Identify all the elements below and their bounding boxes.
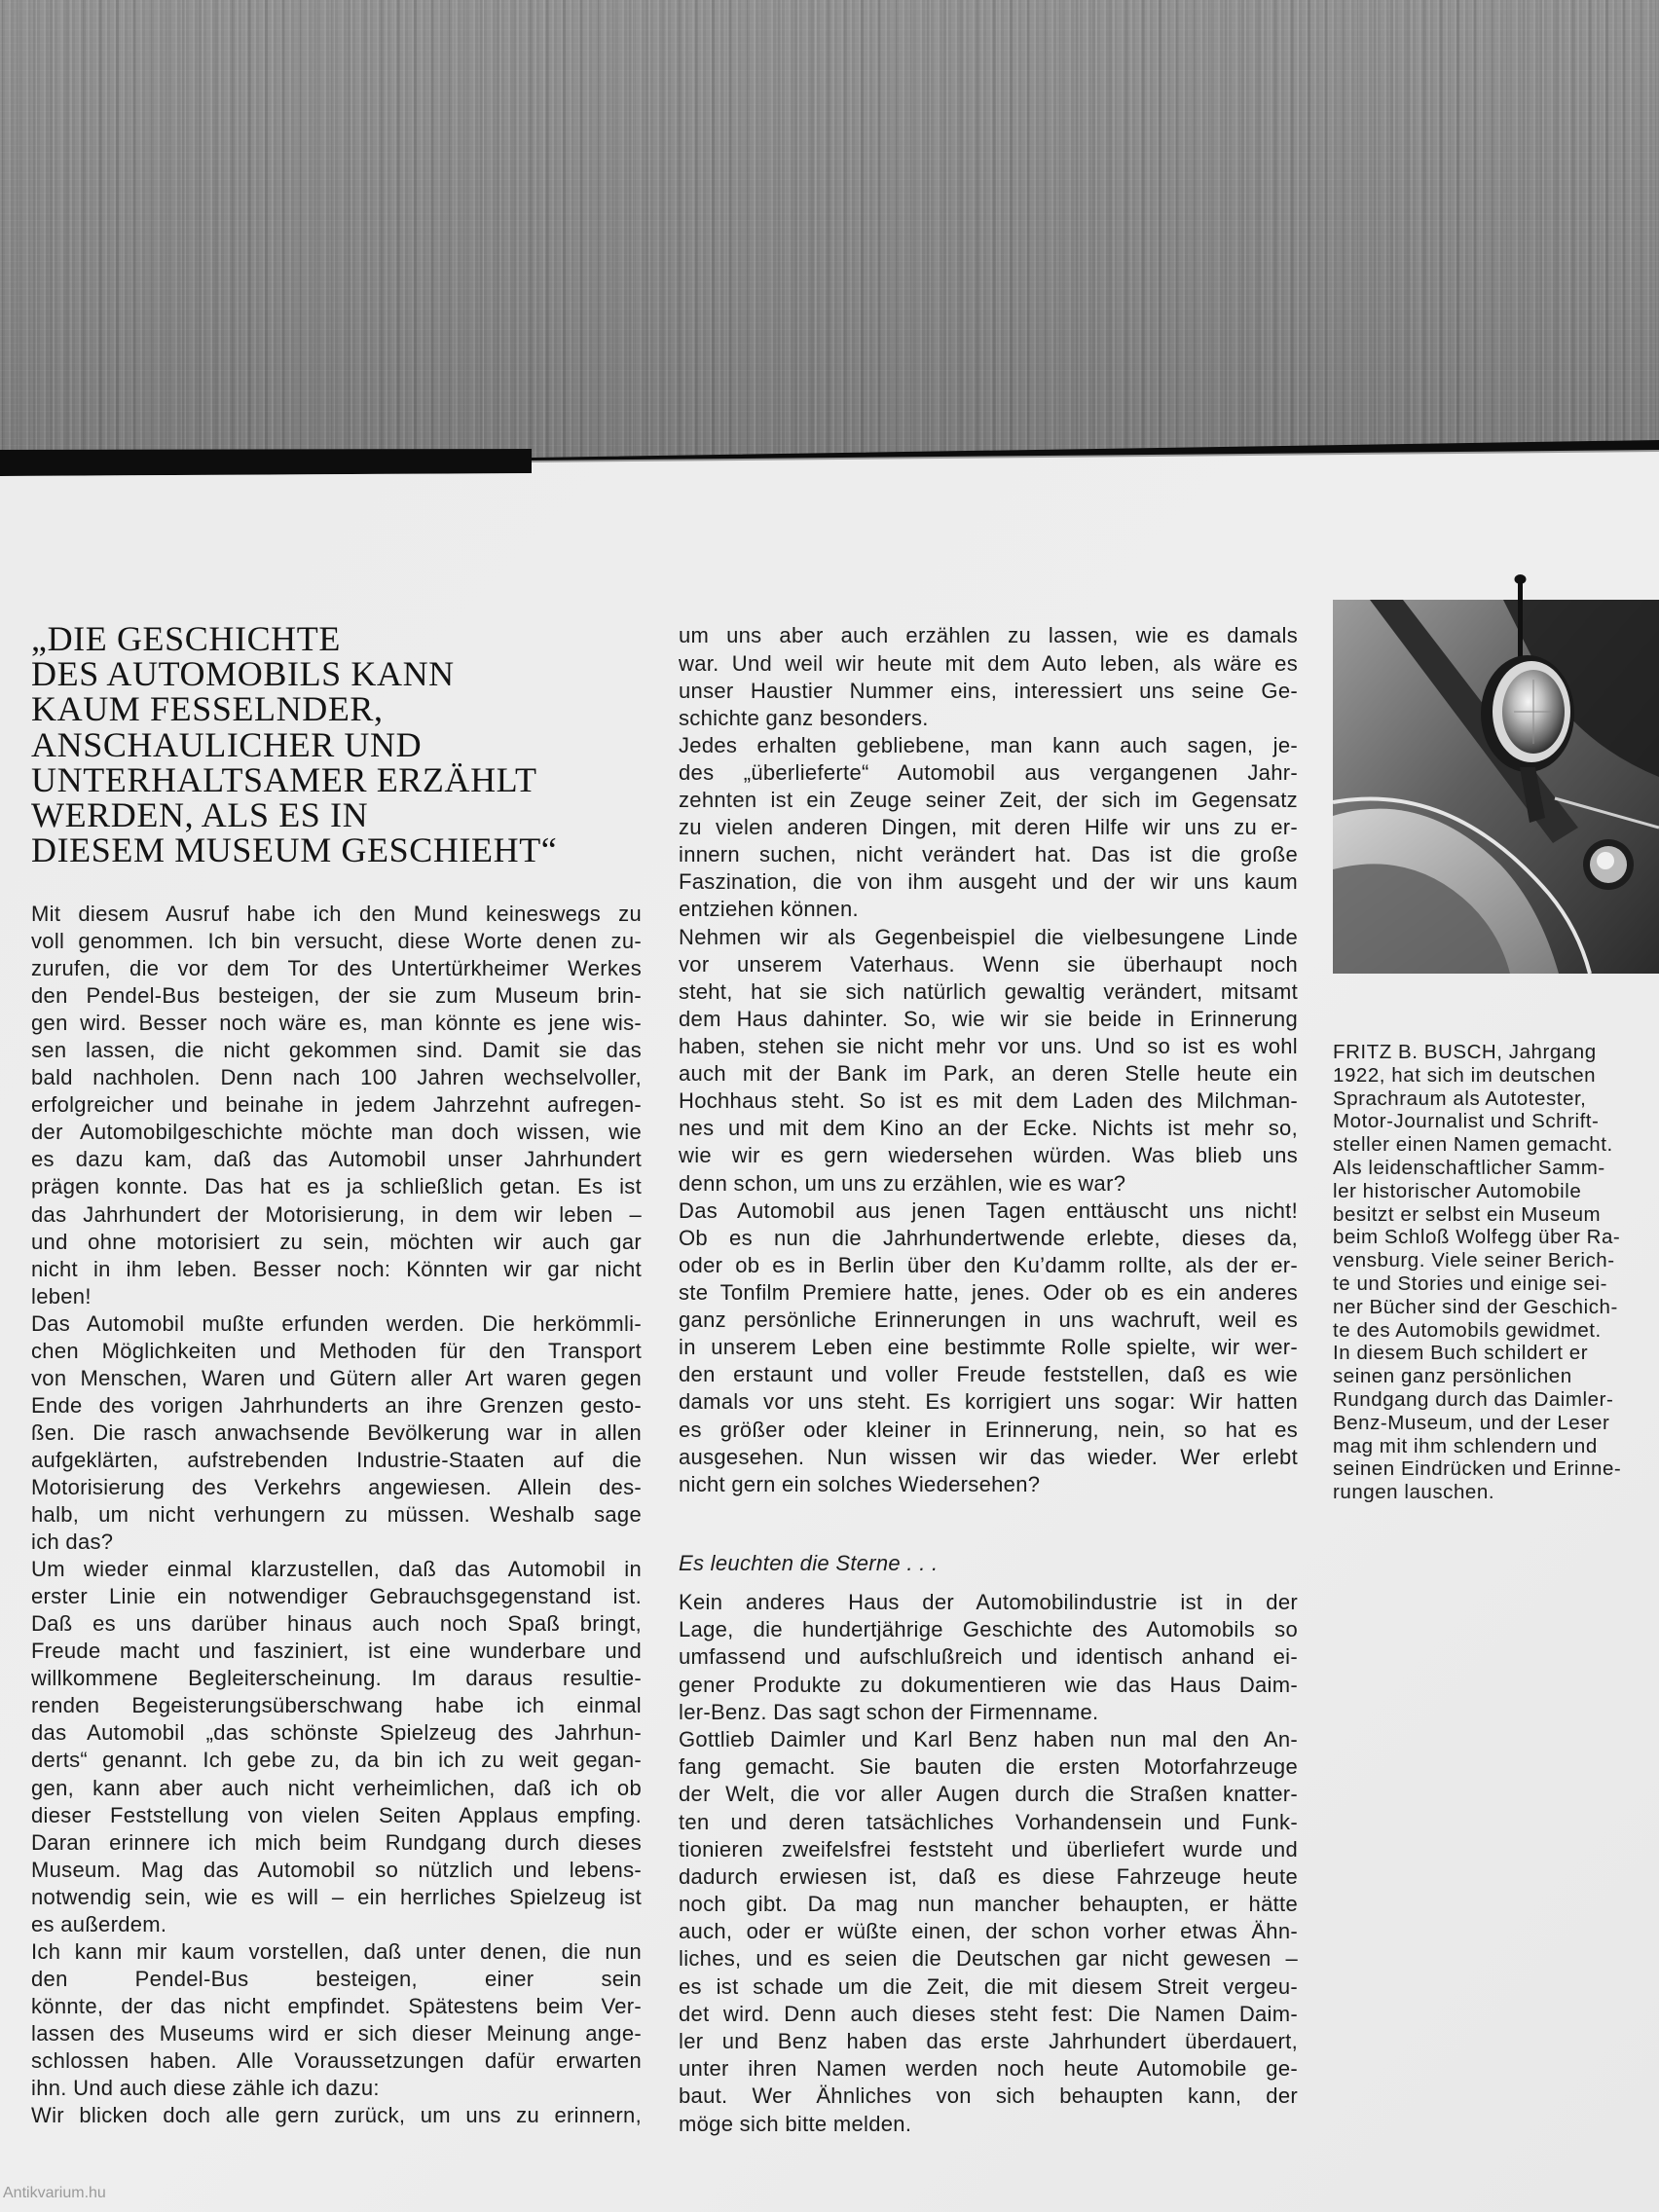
text-line: haben, stehen sie nicht mehr vor uns. Und so ist es wohl	[679, 1034, 1298, 1059]
text-line: ten und deren tatsächliches Vorhandensein und Funk-	[679, 1809, 1298, 1834]
text-line: könnte, der das nicht empfindet. Spätestens beim Ver-	[31, 1993, 642, 2018]
text-line: ßen. Die rasch anwachsende Bevölkerung war in allen	[31, 1419, 642, 1445]
caption-line: Rundgang durch das Daimler-	[1333, 1387, 1614, 1411]
text-line: renden Begeisterungsüberschwang habe ich einmal	[31, 1693, 642, 1718]
text-line: ler-Benz. Das sagt schon der Firmenname.	[679, 1699, 1099, 1724]
caption-line: steller einen Namen gemacht.	[1333, 1133, 1613, 1157]
text-line: auch, oder er wüßte einen, der schon vorher etwas Ähn-	[679, 1919, 1298, 1944]
section-title: Es leuchten die Sterne . . .	[679, 1550, 939, 1575]
text-line: Freude macht und fasziniert, ist eine wunderbare und	[31, 1639, 642, 1664]
text-line: sen lassen, die nicht gekommen sind. Damit sie das	[31, 1038, 642, 1063]
text-line: damals vor uns steht. Es korrigiert uns sogar: Wir hatten	[679, 1389, 1298, 1415]
text-line: innern suchen, nicht verändert hat. Das ist die große	[679, 842, 1298, 867]
text-line: umfassend und aufschlußreich und identisch anhand ei-	[679, 1644, 1298, 1670]
text-line: leben!	[31, 1283, 92, 1309]
text-line: chen Möglichkeiten und Methoden für den Transport	[31, 1338, 642, 1363]
text-line: es ist schade um die Zeit, die mit diesem Streit vergeu-	[679, 1973, 1298, 1999]
caption-line: rungen lauschen.	[1333, 1481, 1495, 1504]
text-line: schlossen haben. Alle Voraussetzungen dafür erwarten	[31, 2047, 642, 2073]
text-line: Ende des vorigen Jahrhunderts an ihre Grenzen gesto-	[31, 1392, 642, 1418]
caption-line: besitzt er selbst ein Museum	[1333, 1202, 1602, 1226]
headline-line: KAUM FESSELNDER,	[31, 689, 384, 729]
text-line: halb, um nicht verhungern zu müssen. Weshalb sage	[31, 1502, 642, 1528]
watermark: Antikvarium.hu	[3, 2185, 106, 2201]
text-line: noch gibt. Da mag nun mancher behaupten, er hätte	[679, 1892, 1298, 1917]
text-line: Mit diesem Ausruf habe ich den Mund keineswegs zu	[31, 902, 642, 926]
article-headline	[31, 619, 654, 870]
text-line: baut. Wer Ähnliches von sich behaupten kann, der	[679, 2083, 1298, 2109]
text-line: Ich kann mir kaum vorstellen, daß unter denen, die nun	[31, 1938, 642, 1964]
text-line: Kein anderes Haus der Automobilindustrie ist in der	[679, 1590, 1298, 1614]
text-line: um uns aber auch erzählen zu lassen, wie es damals	[679, 623, 1298, 648]
text-line: Das Automobil aus jenen Tagen enttäuscht uns nicht!	[679, 1198, 1298, 1223]
text-line: denn schon, um uns zu erzählen, wie es war?	[679, 1170, 1126, 1196]
text-line: schichte ganz besonders.	[679, 705, 929, 730]
text-line: zurufen, die vor dem Tor des Untertürkheimer Werkes	[31, 956, 642, 981]
text-line: in unserem Leben eine bestimmte Rolle spielte, wir wer-	[679, 1335, 1298, 1360]
text-line: den Pendel-Bus besteigen, der sie zum Museum brin-	[31, 983, 642, 1009]
caption-line: 1922, hat sich im deutschen	[1333, 1063, 1597, 1087]
text-line: auch mit der Bank im Park, an deren Stelle heute ein	[679, 1061, 1298, 1087]
text-line: zu vielen anderen Dingen, mit deren Hilfe wir uns zu er-	[679, 815, 1298, 840]
text-line: Das Automobil mußte erfunden werden. Die herkömmli-	[31, 1310, 642, 1336]
text-line: Nehmen wir als Gegenbeispiel die vielbesungene Linde	[679, 924, 1298, 949]
text-line: ich das?	[31, 1530, 114, 1555]
text-line: Faszination, die von ihm ausgeht und der wir uns kaum	[679, 869, 1298, 895]
column-left	[31, 901, 642, 2129]
caption-line: FRITZ B. BUSCH, Jahrgang	[1333, 1041, 1597, 1063]
text-line: ler und Benz haben das erste Jahrhundert überdauert,	[679, 2029, 1298, 2053]
headline-line: DES AUTOMOBILS KANN	[31, 654, 455, 694]
text-line: es größer oder kleiner in Erinnerung, nein, so hat es	[679, 1417, 1298, 1442]
text-line: oder ob es in Berlin über den Ku’damm rollte, als der er-	[679, 1252, 1298, 1277]
text-line: der Automobilgeschichte möchte man doch wissen, wie	[31, 1120, 642, 1145]
text-line: ganz persönliche Erinnerungen in uns wachruft, weil es	[679, 1308, 1298, 1333]
text-line: willkommene Begleiterscheinung. Im daraus resultie-	[31, 1666, 642, 1691]
headline-line: „DIE GESCHICHTE	[31, 619, 341, 658]
caption-line: te des Automobils gewidmet.	[1333, 1318, 1602, 1342]
caption-line: ler historischer Automobile	[1333, 1179, 1582, 1202]
text-line: nes und mit dem Kino an der Ecke. Nichts ist mehr so,	[679, 1116, 1298, 1141]
text-line: entziehen können.	[679, 897, 859, 922]
text-line: Um wieder einmal klarzustellen, daß das Automobil in	[31, 1557, 642, 1582]
headline-line: DIESEM MUSEUM GESCHIEHT“	[31, 830, 558, 870]
text-line: prägen konnte. Das hat es ja schließlich getan. Es ist	[31, 1174, 642, 1199]
column-middle-section	[679, 1589, 1298, 2138]
text-line: Daran erinnere ich mich beim Rundgang durch dieses	[31, 1829, 642, 1855]
text-line: aufgeklärten, aufstrebenden Industrie-Staaten auf die	[31, 1447, 642, 1472]
caption-line: Benz-Museum, und der Leser	[1333, 1411, 1610, 1434]
text-line: des „überlieferte“ Automobil aus vergangenen Jahr-	[679, 759, 1298, 785]
side-lamp	[1583, 839, 1634, 890]
column-middle	[679, 622, 1298, 1498]
text-line: Lage, die hundertjährige Geschichte des Automobils so	[679, 1617, 1298, 1642]
caption-line: mag mit ihm schlendern und	[1333, 1434, 1598, 1457]
caption-line: In diesem Buch schildert er	[1333, 1342, 1589, 1365]
text-line: das Automobil „das schönste Spielzeug des Jahrhun-	[31, 1720, 642, 1746]
text-line: den erstaunt und voller Freude feststellen, daß es wie	[679, 1362, 1298, 1387]
text-line: det wird. Denn auch dieses steht fest: Die Namen Daim-	[679, 2001, 1298, 2026]
text-line: dadurch erwiesen ist, daß es diese Fahrzeuge heute	[679, 1863, 1298, 1889]
text-line: bald nachholen. Denn nach 100 Jahren wechselvoller,	[31, 1065, 642, 1090]
text-line: nicht gern ein solches Wiedersehen?	[679, 1471, 1041, 1496]
text-line: dieser Feststellung von vielen Seiten Applaus empfing.	[31, 1802, 642, 1827]
text-line: ste Tonfilm Premiere hatte, jenes. Oder ob es ein anderes	[679, 1280, 1298, 1306]
text-line: steht, hat sie sich natürlich gewaltig verändert, mitsamt	[679, 978, 1298, 1004]
text-line: Motorisierung des Verkehrs angewiesen. Allein des-	[31, 1474, 642, 1499]
text-line: gen wird. Besser noch wäre es, man könnte es jene wis-	[31, 1011, 642, 1036]
caption-line: te und Stories und einige sei-	[1333, 1272, 1608, 1295]
text-line: tionieren zweifelsfrei feststeht und überliefert wurde und	[679, 1836, 1298, 1862]
caption-line: beim Schloß Wolfegg über Ra-	[1333, 1226, 1621, 1249]
car-photo	[1333, 572, 1659, 974]
text-line: von Menschen, Waren und Gütern aller Art waren gegen	[31, 1365, 642, 1390]
text-line: notwendig sein, wie es will – ein herrliches Spielzeug ist	[31, 1884, 642, 1909]
text-line: und ohne motorisiert zu sein, möchten wir auch gar	[31, 1229, 642, 1254]
text-line: vor unserem Vaterhaus. Wenn sie überhaupt noch	[679, 951, 1298, 977]
text-line: es außerdem.	[31, 1911, 167, 1936]
text-line: voll genommen. Ich bin versucht, diese Worte denen zu-	[31, 929, 642, 954]
text-line: ihn. Und auch diese zähle ich dazu:	[31, 2076, 380, 2101]
text-line: gener Produkte zu dokumentieren wie das Haus Daim-	[679, 1672, 1298, 1697]
text-line: unser Haustier Nummer eins, interessiert uns seine Ge-	[679, 678, 1298, 703]
text-line: Daß es uns darüber hinaus auch noch Spaß bringt,	[31, 1611, 642, 1637]
text-line: es dazu kam, daß das Automobil unser Jahrhundert	[31, 1147, 642, 1172]
caption-line: Motor-Journalist und Schrift-	[1333, 1110, 1600, 1133]
text-line: dem Haus dahinter. So, wie wir sie beide in Erinnerung	[679, 1006, 1298, 1031]
text-line: Jedes erhalten gebliebene, man kann auch sagen, je-	[679, 732, 1298, 757]
text-line: derts“ genannt. Ich gebe zu, da bin ich zu weit gegan-	[31, 1748, 642, 1773]
text-line: Museum. Mag das Automobil so nützlich und lebens-	[31, 1857, 642, 1882]
text-line: Hochhaus steht. So ist es mit dem Laden des Milchman-	[679, 1088, 1298, 1114]
caption-line: vensburg. Viele seiner Berich-	[1333, 1249, 1615, 1272]
text-line: liches, und es seien die Deutschen gar nicht gewesen –	[679, 1946, 1298, 1972]
caption-line: Als leidenschaftlicher Samm-	[1333, 1156, 1605, 1179]
caption-line: seinen Eindrücken und Erinne-	[1333, 1457, 1622, 1481]
headline-line: ANSCHAULICHER UND	[31, 724, 423, 764]
text-line: fang gemacht. Sie bauten die ersten Motorfahrzeuge	[679, 1754, 1298, 1780]
text-line: Gottlieb Daimler und Karl Benz haben nun mal den An-	[679, 1726, 1298, 1751]
headline-line: UNTERHALTSAMER ERZÄHLT	[31, 759, 537, 799]
caption-line: Sprachraum als Autotester,	[1333, 1087, 1587, 1110]
text-line: den Pendel-Bus besteigen, einer sein	[31, 1966, 642, 1991]
text-line: unter ihren Namen werden noch heute Automobile ge-	[679, 2056, 1298, 2082]
text-line: lassen des Museums wird er sich dieser Meinung ange-	[31, 2020, 642, 2046]
text-line: Wir blicken doch alle gern zurück, um uns zu erinnern,	[31, 2103, 642, 2128]
text-line: erster Linie ein notwendiger Gebrauchsgegenstand ist.	[31, 1584, 642, 1609]
text-line: ausgesehen. Nun wissen wir das wieder. Wer erlebt	[679, 1444, 1298, 1469]
text-line: zehnten ist ein Zeuge seiner Zeit, der sich im Gegensatz	[679, 788, 1298, 813]
text-line: erfolgreicher und beinahe in jedem Jahrzehnt aufregen-	[31, 1092, 642, 1118]
caption-line: ner Bücher sind der Geschich-	[1333, 1295, 1618, 1318]
headline-line: WERDEN, ALS ES IN	[31, 794, 369, 834]
text-line: Ob es nun die Jahrhundertwende erlebte, dieses da,	[679, 1225, 1298, 1250]
author-caption	[1333, 1041, 1657, 1504]
text-line: der Welt, die vor aller Augen durch die Straßen knatter-	[679, 1782, 1298, 1807]
text-line: nicht in ihm leben. Besser noch: Könnten wir gar nicht	[31, 1256, 642, 1281]
caption-line: seinen ganz persönlichen	[1333, 1365, 1572, 1388]
text-line: möge sich bitte melden.	[679, 2111, 912, 2136]
text-line: war. Und weil wir heute mit dem Auto leben, als wäre es	[679, 650, 1298, 676]
text-line: gen, kann aber auch nicht verheimlichen, daß ich ob	[31, 1775, 642, 1800]
text-line: wie wir es gern wiedersehen würden. Was blieb uns	[679, 1143, 1298, 1168]
text-line: das Jahrhundert der Motorisierung, in dem wir leben –	[31, 1201, 642, 1227]
